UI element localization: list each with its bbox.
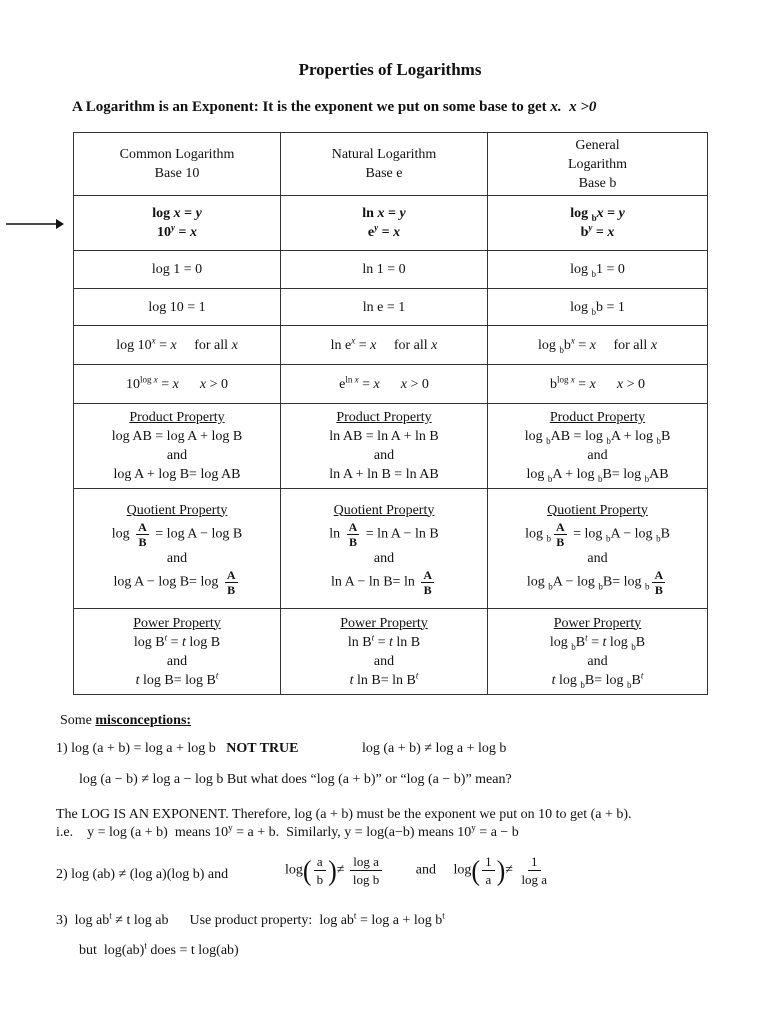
power-general: Power Property $\log _bB^t = t$ log $_b$B and t $\log _bB= \log _bB^t$ <box>488 609 708 695</box>
arrow-right-icon <box>6 217 64 231</box>
table-row <box>74 365 708 404</box>
header-common: Common Logarithm Base 10 <box>74 133 281 196</box>
table-header-row <box>74 133 708 196</box>
misconception-3-note: but log(ab)$^t$ does = t log(ab) <box>79 940 239 958</box>
explanation-line-1: The LOG IS AN EXPONENT. Therefore, log (a + b) must be the exponent we put on 10 to get (a + b). <box>56 807 632 822</box>
inverse1-natural: $\ln e^x = x$ for all x <box>281 326 488 365</box>
inverse1-common: $\log 10^x = x$ for all x <box>74 326 281 365</box>
table-row <box>74 251 708 289</box>
def-natural: ln x = y $e^y = x$ <box>281 196 488 251</box>
subtitle-condition: x >0 <box>569 99 597 115</box>
misconceptions-heading: Some misconceptions: <box>60 713 192 728</box>
explanation-line-2: i.e. y = log (a + b) means $10^y = a + b$. Similarly, y = log(a−b) means $10^y = a - b$ <box>56 822 519 840</box>
product-natural: Product Property ln AB = ln A + ln B and ln A + ln B = ln AB <box>281 404 488 489</box>
misconception-1-question: log (a − b) ≠ log a − log b But what does “log (a + b)” or “log (a − b)” mean? <box>79 772 512 787</box>
power-row <box>74 609 708 695</box>
misconception-1: 1) log (a + b) = log a + log b NOT TRUE <box>56 741 299 756</box>
properties-table <box>73 132 708 695</box>
page-title: Properties of Logarithms <box>298 60 482 79</box>
misconception-3: 3) $\log ab^t \ne t$ log ab Use product property: $\log ab^t = \log a + \log b^t$ <box>56 910 445 928</box>
log-one-common: log 1 = 0 <box>74 251 281 289</box>
table-row <box>74 289 708 326</box>
definition-row <box>74 196 708 251</box>
product-row <box>74 404 708 489</box>
log-base-common: log 10 = 1 <box>74 289 281 326</box>
quotient-general: Quotient Property log $_b$ $\frac{A}{B}$ = log $_b$A − log $_b$B and log $_b$A − log $_b$B= log $_b$ $\frac{A}{B}$ <box>488 489 708 609</box>
inverse2-common: $10^{log x} = x$ x > 0 <box>74 365 281 404</box>
quotient-common: Quotient Property log $\frac{A}{B}$ = log A − log B and log A − log B= log $\frac{A}{B}$ <box>74 489 281 609</box>
subtitle-var: x. <box>550 99 562 115</box>
inverse2-general: $b^{log x} = x$ x > 0 <box>488 365 708 404</box>
inverse1-general: $\log _bb^x = x$ for all x <box>488 326 708 365</box>
quotient-row <box>74 489 708 609</box>
header-general: General Logarithm Base b <box>488 133 708 196</box>
subtitle-text: A Logarithm is an Exponent: It is the exponent we put on some base to get <box>72 99 551 115</box>
log-one-natural: ln 1 = 0 <box>281 251 488 289</box>
misconception-2: 2) log (ab) ≠ (log a)(log b) and <box>56 867 229 882</box>
inverse2-natural: $e^{ln x} = x$ x > 0 <box>281 365 488 404</box>
log-one-general: log $_b$1 = 0 <box>488 251 708 289</box>
product-common: Product Property log AB = log A + log B and log A + log B= log AB <box>74 404 281 489</box>
def-common: log x = y $10^y = x$ <box>74 196 281 251</box>
power-common: Power Property $\log B^t = t$ log B and t $\log B= \log B^t$ <box>74 609 281 695</box>
subtitle <box>72 99 596 116</box>
header-natural: Natural Logarithm Base e <box>281 133 488 196</box>
log-base-natural: ln e = 1 <box>281 289 488 326</box>
misconception-2-quotient: log( $\frac{a}{b}$ )≠ $\frac{\text{log a}}{\text{log b}}$ and log( $\frac{1}{a}$ )≠ $\frac{1}{\text{log a}}$ <box>285 854 548 887</box>
quotient-natural: Quotient Property ln $\frac{A}{B}$ = ln A − ln B and ln A − ln B= ln $\frac{A}{B}$ <box>281 489 488 609</box>
log-base-general: log $_b$b = 1 <box>488 289 708 326</box>
product-general: Product Property log $_b$AB = log $_b$A + log $_b$B and log $_b$A + log $_b$B= log $_b$AB <box>488 404 708 489</box>
misconception-1-correct: log (a + b) ≠ log a + log b <box>362 741 507 756</box>
table-row <box>74 326 708 365</box>
power-natural: Power Property $\ln B^t = t$ ln B and t $\ln B= \ln B^t$ <box>281 609 488 695</box>
def-general: log $_b$x = y $b^y = x$ <box>488 196 708 251</box>
